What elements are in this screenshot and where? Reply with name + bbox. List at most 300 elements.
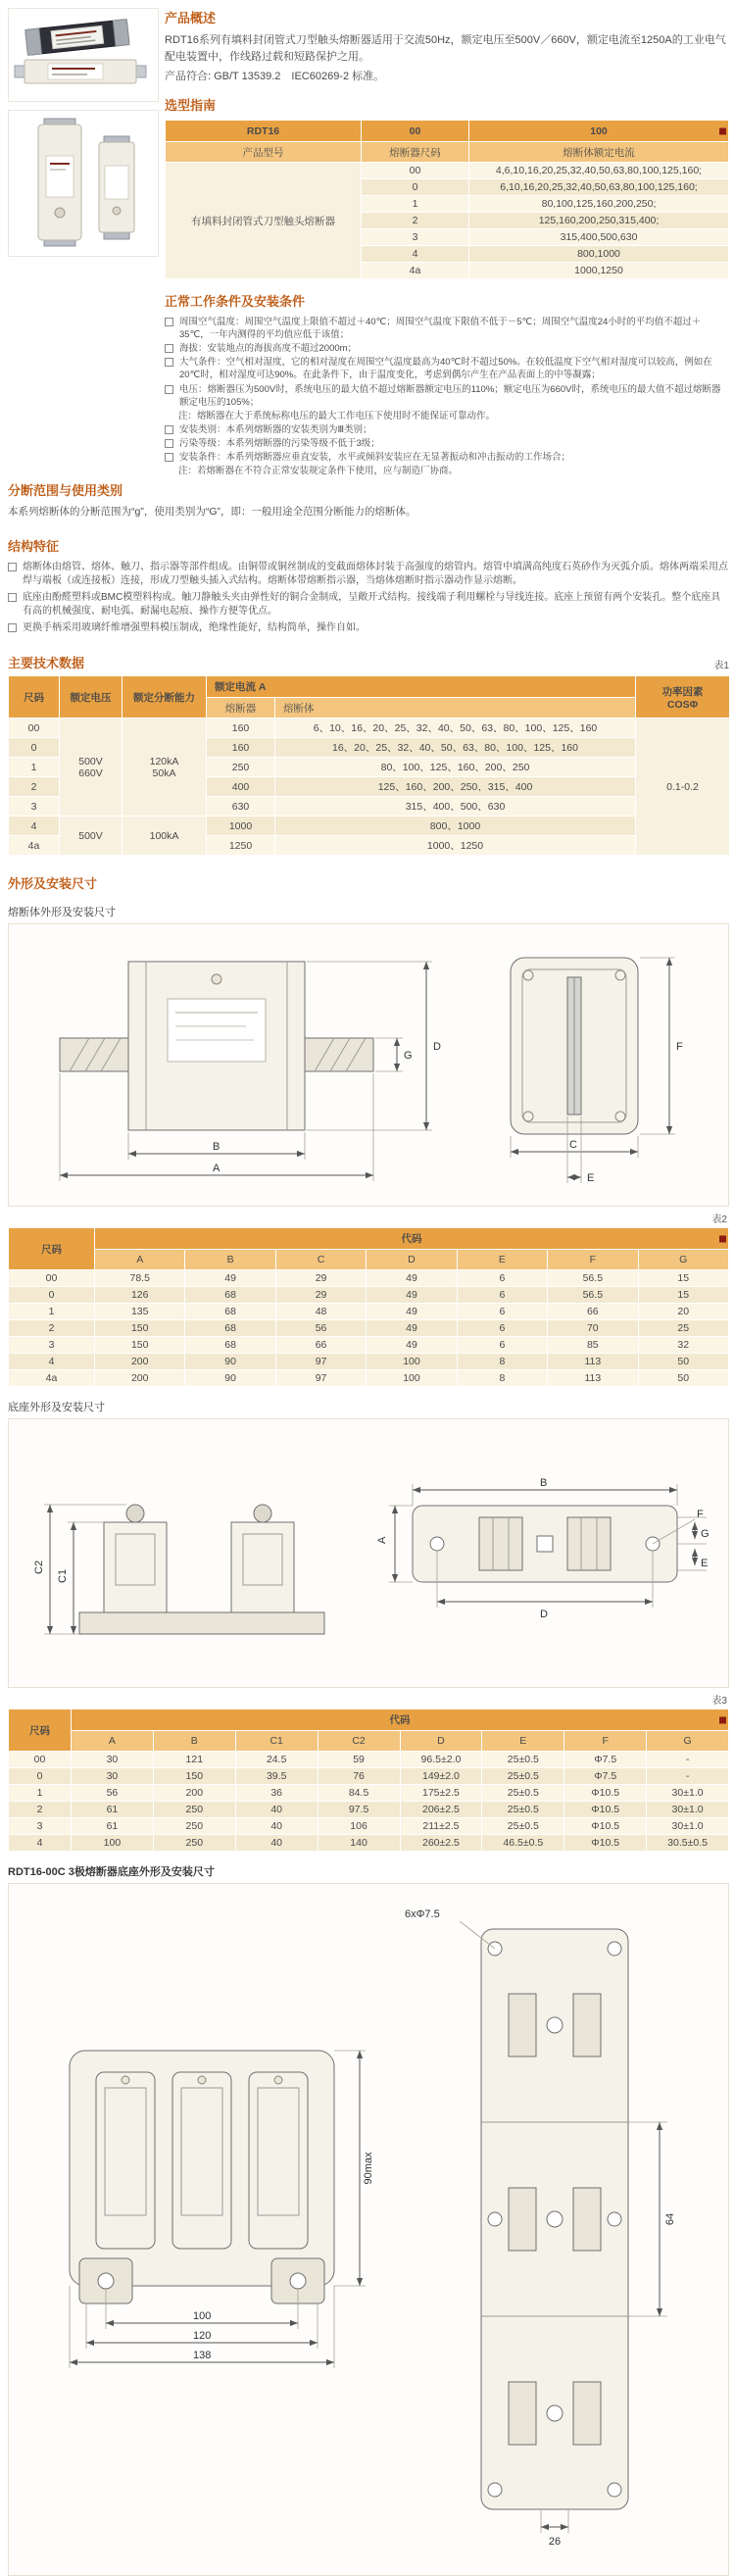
condition-item xyxy=(165,342,729,355)
cell-holder: 400 xyxy=(207,777,275,797)
cell-dim: 20 xyxy=(638,1304,728,1320)
cell-dim: 25±0.5 xyxy=(482,1768,564,1785)
condition-item xyxy=(165,437,729,450)
selection-header-row xyxy=(166,121,729,142)
cell-dim: 76 xyxy=(318,1768,400,1785)
condition-item xyxy=(165,316,729,341)
cell-dim: 32 xyxy=(638,1337,728,1354)
product-photo-fuselinks xyxy=(8,8,159,102)
cell-size: 3 xyxy=(9,1337,95,1354)
dim-label-64: 64 xyxy=(664,2213,676,2226)
cell-size: 0 xyxy=(9,1287,95,1304)
tech-subheader-holder: 熔断器 xyxy=(207,698,275,718)
cell-dim: 100 xyxy=(72,1835,154,1852)
cell-dim: 135 xyxy=(95,1304,185,1320)
dimensions-title: 外形及安装尺寸 xyxy=(8,876,98,892)
cell-dim: 250 xyxy=(153,1835,235,1852)
cell-dim: 25±0.5 xyxy=(482,1818,564,1835)
fuse-link-photo xyxy=(9,9,156,99)
cell-dim: 6 xyxy=(457,1337,547,1354)
cell-links: 6、10、16、20、25、32、40、50、63、80、100、125、160 xyxy=(275,718,636,738)
table-row xyxy=(9,1287,729,1304)
dim-label-c2: C2 xyxy=(33,1560,45,1575)
subheader-size: 熔断器尺码 xyxy=(362,142,469,163)
cell-dim: 100 xyxy=(367,1354,457,1370)
cell-size: 2 xyxy=(9,777,60,797)
cell-links: 800、1000 xyxy=(275,817,636,836)
base-front-view xyxy=(33,1505,324,1634)
cell-dim: 97.5 xyxy=(318,1802,400,1818)
cell-dim: 211±2.5 xyxy=(400,1818,482,1835)
structure-item xyxy=(8,591,729,619)
cell-holder: 630 xyxy=(207,797,275,817)
col-c1: C1 xyxy=(235,1731,318,1752)
tech-header-current: 额定电流 A xyxy=(207,676,636,698)
col-f: F xyxy=(564,1731,647,1752)
conditions-list xyxy=(165,316,729,477)
col-a: A xyxy=(95,1250,185,1270)
cell-dim: 49 xyxy=(367,1287,457,1304)
structure-item xyxy=(8,561,729,589)
col-b: B xyxy=(153,1731,235,1752)
dim-label-a: A xyxy=(213,1163,220,1175)
fuse-side-view xyxy=(511,958,683,1184)
dim-label-a: A xyxy=(376,1536,388,1545)
checkbox-icon xyxy=(165,385,173,394)
selection-header-current-label: 100 xyxy=(590,124,608,137)
top-area xyxy=(0,0,735,477)
condition-text: 安装类别：本系列熔断器的安装类别为Ⅲ类别； xyxy=(179,423,372,435)
cell-dim: 56 xyxy=(72,1785,154,1802)
threepole-base-drawing xyxy=(21,1894,716,2560)
dimensions-section xyxy=(8,873,729,2576)
cell-size: 2 xyxy=(9,1802,72,1818)
fuse-drawing-label: 熔断体外形及安装尺寸 xyxy=(8,907,116,919)
col-c: C xyxy=(275,1250,366,1270)
cell-holder: 1250 xyxy=(207,836,275,856)
cell-dim: 90 xyxy=(185,1370,275,1387)
dim-label-b: B xyxy=(540,1477,548,1490)
cell-dim: 56 xyxy=(275,1320,366,1337)
dim-label-26: 26 xyxy=(548,2536,562,2549)
cell-dim: 97 xyxy=(275,1354,366,1370)
cell-dim: 24.5 xyxy=(235,1752,318,1768)
cell-dim: 250 xyxy=(153,1802,235,1818)
table-row xyxy=(9,1768,729,1785)
cell-dim: 200 xyxy=(95,1370,185,1387)
cell-dim: 36 xyxy=(235,1785,318,1802)
cell-links: 16、20、25、32、40、50、63、80、100、125、160 xyxy=(275,738,636,758)
table2-subheader-row xyxy=(9,1250,729,1270)
tech-header-breaking: 额定分断能力 xyxy=(122,676,207,718)
col-c2: C2 xyxy=(318,1731,400,1752)
condition-text: 安装条件：本系列熔断器应垂直安装，水平或倾斜安装应在无显著振动和冲击振动的工作场合； xyxy=(179,452,571,464)
checkbox-icon xyxy=(165,344,173,353)
cell-size: 00 xyxy=(9,718,60,738)
dim-label-f: F xyxy=(697,1509,704,1521)
cell-dim: 260±2.5 xyxy=(400,1835,482,1852)
cell-currents: 800,1000 xyxy=(469,246,729,263)
cell-dim: 150 xyxy=(95,1320,185,1337)
table-row xyxy=(9,1354,729,1370)
table-row xyxy=(9,718,730,738)
cell-dim: 106 xyxy=(318,1818,400,1835)
cell-dim: 149±2.0 xyxy=(400,1768,482,1785)
cell-size: 2 xyxy=(9,1320,95,1337)
table-row xyxy=(9,1370,729,1387)
dim-label-100: 100 xyxy=(193,2310,212,2323)
table-row xyxy=(166,163,729,179)
cell-dim: 25±0.5 xyxy=(482,1785,564,1802)
table-row xyxy=(9,1785,729,1802)
cell-currents: 315,400,500,630 xyxy=(469,229,729,246)
base-outline-drawing-box xyxy=(8,1418,729,1688)
table2-header-row xyxy=(9,1228,729,1250)
dim-label-120: 120 xyxy=(193,2330,212,2343)
table3-header-code xyxy=(72,1709,729,1731)
condition-item xyxy=(165,423,729,436)
cell-dim: 8 xyxy=(457,1370,547,1387)
dim-label-138: 138 xyxy=(193,2350,212,2362)
cell-dim: 96.5±2.0 xyxy=(400,1752,482,1768)
table1-label: 表1 xyxy=(713,661,729,672)
cell-size: 4 xyxy=(9,817,60,836)
cell-size: 0 xyxy=(9,738,60,758)
dim-label-holes: 6xΦ7.5 xyxy=(405,1908,440,1921)
fuse-outline-drawing xyxy=(21,934,716,1191)
cell-dim: 78.5 xyxy=(95,1270,185,1287)
cell-dim: Φ7.5 xyxy=(564,1768,647,1785)
cell-size: 3 xyxy=(9,797,60,817)
dim-label-g: G xyxy=(701,1528,710,1541)
overview-standard: 产品符合: GB/T 13539.2 IEC60269-2 标准。 xyxy=(165,71,385,82)
condition-text: 电压：熔断器压为500V时，系统电压的最大值不超过熔断器额定电压的110%；额定电压为660V时，系统电压的最大值不超过熔断器额定电压的105%； xyxy=(179,383,721,408)
cell-size: 4 xyxy=(9,1835,72,1852)
cell-size: 4a xyxy=(362,263,469,279)
cell-dim: 61 xyxy=(72,1818,154,1835)
cell-dim: 100 xyxy=(367,1370,457,1387)
cell-dim: 206±2.5 xyxy=(400,1802,482,1818)
col-b: B xyxy=(185,1250,275,1270)
col-g: G xyxy=(647,1731,729,1752)
cell-dim: 49 xyxy=(367,1270,457,1287)
cell-dim: 68 xyxy=(185,1287,275,1304)
checkbox-icon xyxy=(165,358,173,367)
cell-size: 2 xyxy=(362,213,469,229)
cell-links: 315、400、500、630 xyxy=(275,797,636,817)
cell-links: 125、160、200、250、315、400 xyxy=(275,777,636,797)
cell-dim: 250 xyxy=(153,1818,235,1835)
cell-dim: 29 xyxy=(275,1270,366,1287)
cell-dim: 50 xyxy=(638,1354,728,1370)
threepole-drawing-label: RDT16-00C 3极熔断器底座外形及安装尺寸 xyxy=(8,1866,215,1879)
checkbox-icon xyxy=(8,593,17,602)
condition-item xyxy=(165,451,729,464)
table-row xyxy=(9,817,730,836)
cell-dim: 49 xyxy=(367,1320,457,1337)
selection-header-current xyxy=(469,121,729,142)
tech-subheader-link: 熔断体 xyxy=(275,698,636,718)
table-row xyxy=(9,1337,729,1354)
cell-dim: 56.5 xyxy=(548,1287,638,1304)
cell-dim: 6 xyxy=(457,1287,547,1304)
small-base-image xyxy=(99,136,134,239)
cell-size: 4 xyxy=(362,246,469,263)
subheader-model: 产品型号 xyxy=(166,142,362,163)
large-base-image xyxy=(38,119,81,246)
selection-title: 选型指南 xyxy=(165,98,217,113)
structure-text: 底座由酚醛塑料或BMC模塑料构成。触刀静触头夹由弹性好的铜合金制成，呈敞开式结构。接线端子利用螺栓与导线连接。底座上预留有两个安装孔。整个底座具有高的机械强度、耐电弧、耐漏电起痕、操作方便等优点。 xyxy=(23,591,721,618)
cell-dim: 66 xyxy=(275,1337,366,1354)
table3-header-code-label: 代码 xyxy=(389,1714,411,1727)
cell-dim: Φ10.5 xyxy=(564,1785,647,1802)
cell-dim: 40 xyxy=(235,1835,318,1852)
cell-size: 1 xyxy=(9,1304,95,1320)
cell-voltage-group: 500V 660V xyxy=(60,718,122,817)
intro-column xyxy=(165,8,729,477)
table-row xyxy=(9,1802,729,1818)
col-e: E xyxy=(457,1250,547,1270)
overview-title: 产品概述 xyxy=(165,11,217,25)
cell-dim: 25 xyxy=(638,1320,728,1337)
fuse-dimensions-table xyxy=(8,1227,729,1387)
tech-title: 主要技术数据 xyxy=(8,656,85,671)
selection-header-size: 00 xyxy=(362,121,469,142)
cell-breaking-group: 100kA xyxy=(122,817,207,856)
dim-label-c: C xyxy=(569,1139,577,1152)
table-row xyxy=(9,1818,729,1835)
corner-marker-icon xyxy=(719,127,726,134)
cell-dim: 66 xyxy=(548,1304,638,1320)
cell-dim: 113 xyxy=(548,1370,638,1387)
cell-dim: 126 xyxy=(95,1287,185,1304)
cell-dim: 6 xyxy=(457,1320,547,1337)
col-g: G xyxy=(638,1250,728,1270)
cell-dim: 25±0.5 xyxy=(482,1752,564,1768)
cell-dim: 6 xyxy=(457,1270,547,1287)
cell-dim: 29 xyxy=(275,1287,366,1304)
cell-size: 3 xyxy=(362,229,469,246)
cell-dim: 61 xyxy=(72,1802,154,1818)
cell-size: 3 xyxy=(9,1818,72,1835)
cell-size: 00 xyxy=(9,1752,72,1768)
dim-label-c1: C1 xyxy=(57,1569,69,1584)
cell-dim: 70 xyxy=(548,1320,638,1337)
cell-size: 1 xyxy=(362,196,469,213)
cell-dim: 40 xyxy=(235,1802,318,1818)
cell-breaking-group: 120kA 50kA xyxy=(122,718,207,817)
cell-dim: 49 xyxy=(185,1270,275,1287)
tech-header-size: 尺码 xyxy=(9,676,60,718)
white-fuse-image xyxy=(15,60,146,83)
selection-header-model: RDT16 xyxy=(166,121,362,142)
cell-product-name: 有填料封闭管式刀型触头熔断器 xyxy=(166,163,362,279)
base-outline-drawing xyxy=(21,1429,716,1672)
cell-dim: 30±1.0 xyxy=(647,1785,729,1802)
col-d: D xyxy=(400,1731,482,1752)
cell-currents: 1000,1250 xyxy=(469,263,729,279)
condition-note: 注：熔断器在大于系统标称电压的最大工作电压下使用时不能保证可靠动作。 xyxy=(178,410,496,421)
cell-dim: - xyxy=(647,1752,729,1768)
breaking-title: 分断范围与使用类别 xyxy=(8,483,123,498)
cell-size: 00 xyxy=(9,1270,95,1287)
cell-currents: 4,6,10,16,20,25,32,40,50,63,80,100,125,160; xyxy=(469,163,729,179)
cell-size: 0 xyxy=(362,179,469,196)
breaking-range-section xyxy=(8,480,729,520)
cell-dim: 6 xyxy=(457,1304,547,1320)
base-dimensions-table xyxy=(8,1709,729,1852)
selection-subheader-row xyxy=(166,142,729,163)
table2-label: 表2 xyxy=(711,1214,727,1226)
col-e: E xyxy=(482,1731,564,1752)
threepole-top-view xyxy=(405,1908,676,2548)
dim-label-g: G xyxy=(404,1050,413,1063)
cell-size: 4a xyxy=(9,1370,95,1387)
cell-dim: Φ7.5 xyxy=(564,1752,647,1768)
cell-dim: 15 xyxy=(638,1287,728,1304)
structure-text: 熔断体由熔管、熔体、触刀、指示器等部件组成。由铜带或铜丝制成的变截面熔体封装于高强度的熔管内。熔管中填满高纯度石英砂作为灭弧介质。熔体两端采用点焊与端板（或连接板）连接，形成刀型触头插入式结构。熔断体带熔断指示器，当熔体熔断时指示器动作显示熔断。 xyxy=(23,561,728,587)
table-row xyxy=(9,1835,729,1852)
cell-dim: Φ10.5 xyxy=(564,1835,647,1852)
cell-currents: 80,100,125,160,200,250; xyxy=(469,196,729,213)
base-top-view xyxy=(376,1477,710,1620)
tech-header-voltage: 额定电压 xyxy=(60,676,122,718)
cell-links: 80、100、125、160、200、250 xyxy=(275,758,636,777)
cell-holder: 160 xyxy=(207,718,275,738)
cell-currents: 6,10,16,20,25,32,40,50,63,80,100,125,160; xyxy=(469,179,729,196)
checkbox-icon xyxy=(165,318,173,326)
cell-size: 4 xyxy=(9,1354,95,1370)
col-f: F xyxy=(548,1250,638,1270)
dim-label-f: F xyxy=(676,1041,683,1054)
cell-holder: 160 xyxy=(207,738,275,758)
cell-dim: 68 xyxy=(185,1320,275,1337)
cell-size: 00 xyxy=(362,163,469,179)
cell-dim: 15 xyxy=(638,1270,728,1287)
cell-dim: 40 xyxy=(235,1818,318,1835)
condition-text: 污染等级：本系列熔断器的污染等级不低于3级； xyxy=(179,437,380,449)
cell-dim: 56.5 xyxy=(548,1270,638,1287)
condition-text: 大气条件：空气相对湿度，它的相对湿度在周围空气温度最高为40℃时不超过50%。在较低温度下空气相对湿度可以较高，例如在20℃时，相对湿度可达90%。在此条件下，由于温度变化，考虑到偶尔产生在产品表面上的中等凝露； xyxy=(179,357,712,381)
cell-dim: 30±1.0 xyxy=(647,1802,729,1818)
table2-header-size: 尺码 xyxy=(9,1228,95,1270)
cell-dim: 30 xyxy=(72,1768,154,1785)
cell-dim: 48 xyxy=(275,1304,366,1320)
corner-marker-icon xyxy=(719,1235,726,1242)
breaking-body: 本系列熔断体的分断范围为“g”，使用类别为“G”，即：一般用途全范围分断能力的熔断体。 xyxy=(8,506,416,518)
cell-dim: 68 xyxy=(185,1337,275,1354)
threepole-front-view xyxy=(70,2051,374,2368)
cell-dim: - xyxy=(647,1768,729,1785)
cell-dim: 121 xyxy=(153,1752,235,1768)
tech-header-pf: 功率因素 COSΦ xyxy=(636,676,730,718)
table2-header-code-label: 代码 xyxy=(401,1233,422,1246)
structure-section xyxy=(8,536,729,636)
cell-dim: 113 xyxy=(548,1354,638,1370)
dim-label-90max: 90max xyxy=(363,2152,374,2185)
dim-label-d: D xyxy=(433,1041,441,1054)
selection-table xyxy=(165,120,729,279)
condition-item xyxy=(165,356,729,381)
cell-dim: 50 xyxy=(638,1370,728,1387)
condition-note: 注：若熔断器在不符合正常安装规定条件下使用，应与制造厂协商。 xyxy=(178,466,459,477)
cell-size: 0 xyxy=(9,1768,72,1785)
col-a: A xyxy=(72,1731,154,1752)
cell-size: 1 xyxy=(9,1785,72,1802)
structure-title: 结构特征 xyxy=(8,538,60,554)
cell-dim: Φ10.5 xyxy=(564,1818,647,1835)
cell-size: 4a xyxy=(9,836,60,856)
cell-size: 1 xyxy=(9,758,60,777)
cell-dim: 150 xyxy=(153,1768,235,1785)
technical-data-section xyxy=(8,653,729,856)
checkbox-icon xyxy=(8,623,17,632)
overview-body: RDT16系列有填料封闭管式刀型触头熔断器适用于交流50Hz，额定电压至500V／660V，额定电流至1250A的工业电气配电装置中，作线路过载和短路保护之用。 xyxy=(165,34,726,63)
cell-dim: Φ10.5 xyxy=(564,1802,647,1818)
tech-header-row xyxy=(9,676,730,698)
table-row xyxy=(9,1270,729,1287)
fuse-base-photo xyxy=(9,111,156,254)
table2-header-code xyxy=(95,1228,729,1250)
cell-dim: 30 xyxy=(72,1752,154,1768)
condition-text: 周围空气温度：周围空气温度上限值不超过＋40℃；周围空气温度下限值不低于－5℃；周围空气温度24小时的平均值不超过＋35℃，一年内测得的平均值应低于该值； xyxy=(179,317,702,341)
checkbox-icon xyxy=(165,425,173,434)
table-row xyxy=(9,1320,729,1337)
cell-power-factor: 0.1-0.2 xyxy=(636,718,730,856)
table-row xyxy=(9,1752,729,1768)
checkbox-icon xyxy=(165,439,173,448)
condition-text: 海拔：安装地点的海拔高度不超过2000m； xyxy=(179,343,358,355)
cell-dim: 39.5 xyxy=(235,1768,318,1785)
conditions-title: 正常工作条件及安装条件 xyxy=(165,294,306,309)
cell-dim: 30±1.0 xyxy=(647,1818,729,1835)
cell-dim: 46.5±0.5 xyxy=(482,1835,564,1852)
cell-dim: 84.5 xyxy=(318,1785,400,1802)
table3-header-size: 尺码 xyxy=(9,1709,72,1752)
cell-dim: 200 xyxy=(153,1785,235,1802)
corner-marker-icon xyxy=(719,1716,726,1723)
cell-dim: 49 xyxy=(367,1337,457,1354)
dim-label-e: E xyxy=(587,1172,595,1185)
cell-dim: 68 xyxy=(185,1304,275,1320)
cell-dim: 25±0.5 xyxy=(482,1802,564,1818)
cell-dim: 97 xyxy=(275,1370,366,1387)
cell-links: 1000、1250 xyxy=(275,836,636,856)
cell-dim: 49 xyxy=(367,1304,457,1320)
cell-dim: 8 xyxy=(457,1354,547,1370)
cell-dim: 59 xyxy=(318,1752,400,1768)
threepole-drawing-box xyxy=(8,1883,729,2576)
dark-fuse-image xyxy=(25,20,129,56)
table-row xyxy=(9,1304,729,1320)
cell-holder: 1000 xyxy=(207,817,275,836)
checkbox-icon xyxy=(8,563,17,571)
checkbox-icon xyxy=(165,453,173,462)
cell-voltage-group: 500V xyxy=(60,817,122,856)
subheader-current: 熔断体额定电流 xyxy=(469,142,729,163)
product-photo-bases xyxy=(8,110,159,257)
cell-dim: 30.5±0.5 xyxy=(647,1835,729,1852)
dim-label-e: E xyxy=(701,1558,709,1570)
fuse-front-view xyxy=(60,962,441,1181)
table3-label: 表3 xyxy=(711,1696,727,1708)
cell-dim: 90 xyxy=(185,1354,275,1370)
table3-header-row xyxy=(9,1709,729,1731)
col-d: D xyxy=(367,1250,457,1270)
base-drawing-label: 底座外形及安装尺寸 xyxy=(8,1402,105,1414)
condition-item xyxy=(165,383,729,409)
cell-dim: 175±2.5 xyxy=(400,1785,482,1802)
